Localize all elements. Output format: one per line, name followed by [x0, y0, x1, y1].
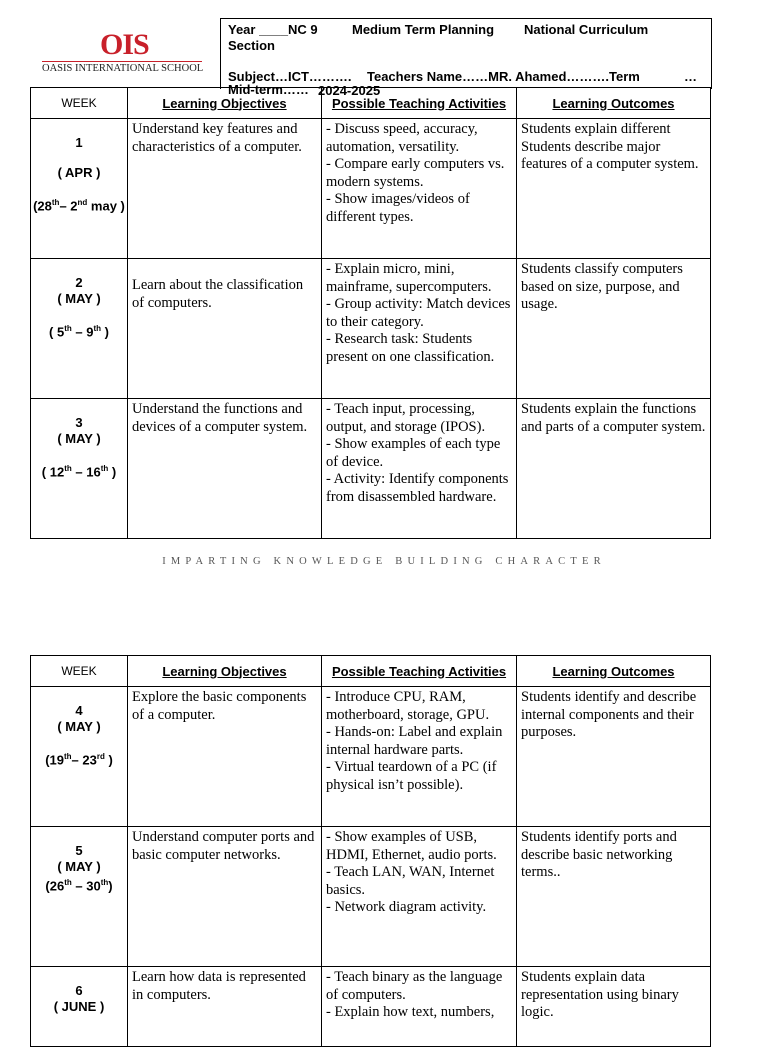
table-row	[31, 687, 711, 827]
week-dates: (26th – 30th)	[45, 878, 113, 894]
week-cell: 1 ( APR ) (28th– 2nd may )	[31, 119, 128, 259]
col-outcomes: Learning Outcomes	[517, 656, 711, 687]
outcome-cell: Students explain different Students describe major features of a computer system.	[517, 119, 711, 259]
week-dates: (28th– 2nd may )	[33, 198, 125, 214]
outcome-cell: Students identify and describe internal components and their purposes.	[517, 687, 711, 827]
activities-cell: - Teach binary as the language of computers. - Explain how text, numbers,	[322, 967, 517, 1047]
planning-table-2	[30, 655, 711, 1047]
col-outcomes: Learning Outcomes	[517, 88, 711, 119]
table-row	[31, 259, 711, 399]
outcome-cell: Students classify computers based on size, purpose, and usage.	[517, 259, 711, 399]
week-cell: 5 ( MAY ) (26th – 30th)	[31, 827, 128, 967]
col-objectives: Learning Objectives	[128, 656, 322, 687]
objective-cell: Understand key features and characteristics of a computer.	[128, 119, 322, 259]
school-name: OASIS INTERNATIONAL SCHOOL	[42, 63, 204, 74]
header-subject: Subject…ICT……….	[228, 69, 352, 84]
school-motto: IMPARTING KNOWLEDGE BUILDING CHARACTER	[162, 556, 606, 567]
activities-cell: - Teach input, processing, output, and storage (IPOS). - Show examples of each type of device. - Activity: Identify components from disassembled hardware.	[322, 399, 517, 539]
table-header-row	[31, 88, 711, 119]
header-midterm: Mid-term……	[228, 82, 309, 97]
col-activities: Possible Teaching Activities	[322, 88, 517, 119]
activities-cell: - Show examples of USB, HDMI, Ethernet, audio ports. - Teach LAN, WAN, Internet basics. - Network diagram activity.	[322, 827, 517, 967]
activities-cell: - Introduce CPU, RAM, motherboard, storage, GPU. - Hands-on: Label and explain internal hardware parts. - Virtual teardown of a PC (if physical isn’t possible).	[322, 687, 517, 827]
planning-table-1	[30, 87, 711, 539]
objective-cell: Learn how data is represented in computers.	[128, 967, 322, 1047]
week-cell: 4 ( MAY ) (19th– 23rd )	[31, 687, 128, 827]
objective-cell: Understand the functions and devices of a computer system.	[128, 399, 322, 539]
header-year-range: 2024-2025	[318, 83, 381, 98]
col-week: WEEK	[31, 656, 128, 687]
header-teacher: Teachers Name……MR. Ahamed……….Term	[367, 69, 640, 84]
school-logo	[38, 28, 208, 78]
table-row	[31, 827, 711, 967]
header-year: Year ____NC 9	[228, 22, 318, 37]
logo-mark: OIS	[100, 28, 149, 61]
outcome-cell: Students explain the functions and parts of a computer system.	[517, 399, 711, 539]
week-cell: 3 ( MAY ) ( 12th – 16th )	[31, 399, 128, 539]
table-row	[31, 967, 711, 1047]
table-row	[31, 119, 711, 259]
header-term-dots: …	[684, 69, 697, 84]
outcome-cell: Students identify ports and describe basic networking terms..	[517, 827, 711, 967]
objective-cell: Understand computer ports and basic computer networks.	[128, 827, 322, 967]
col-week: WEEK	[31, 88, 128, 119]
table-header-row	[31, 656, 711, 687]
week-cell: 6 ( JUNE )	[31, 967, 128, 1047]
outcome-cell: Students explain data representation using binary logic.	[517, 967, 711, 1047]
logo-rule	[42, 61, 202, 62]
header-section: Section	[228, 38, 275, 53]
week-cell: 2 ( MAY ) ( 5th – 9th )	[31, 259, 128, 399]
header-planning: Medium Term Planning	[352, 22, 495, 37]
objective-cell: Explore the basic components of a computer.	[128, 687, 322, 827]
week-dates: ( 5th – 9th )	[49, 324, 109, 340]
table-row	[31, 399, 711, 539]
col-objectives: Learning Objectives	[128, 88, 322, 119]
col-activities: Possible Teaching Activities	[322, 656, 517, 687]
week-dates: ( 12th – 16th )	[41, 464, 117, 480]
objective-cell: Learn about the classification of computers.	[128, 259, 322, 399]
header-curriculum: National Curriculum	[524, 22, 649, 37]
activities-cell: - Explain micro, mini, mainframe, supercomputers. - Group activity: Match devices to their category. - Research task: Students present on one classification.	[322, 259, 517, 399]
week-dates: (19th– 23rd )	[45, 752, 113, 768]
activities-cell: - Discuss speed, accuracy, automation, versatility. - Compare early computers vs. modern systems. - Show images/videos of different types.	[322, 119, 517, 259]
